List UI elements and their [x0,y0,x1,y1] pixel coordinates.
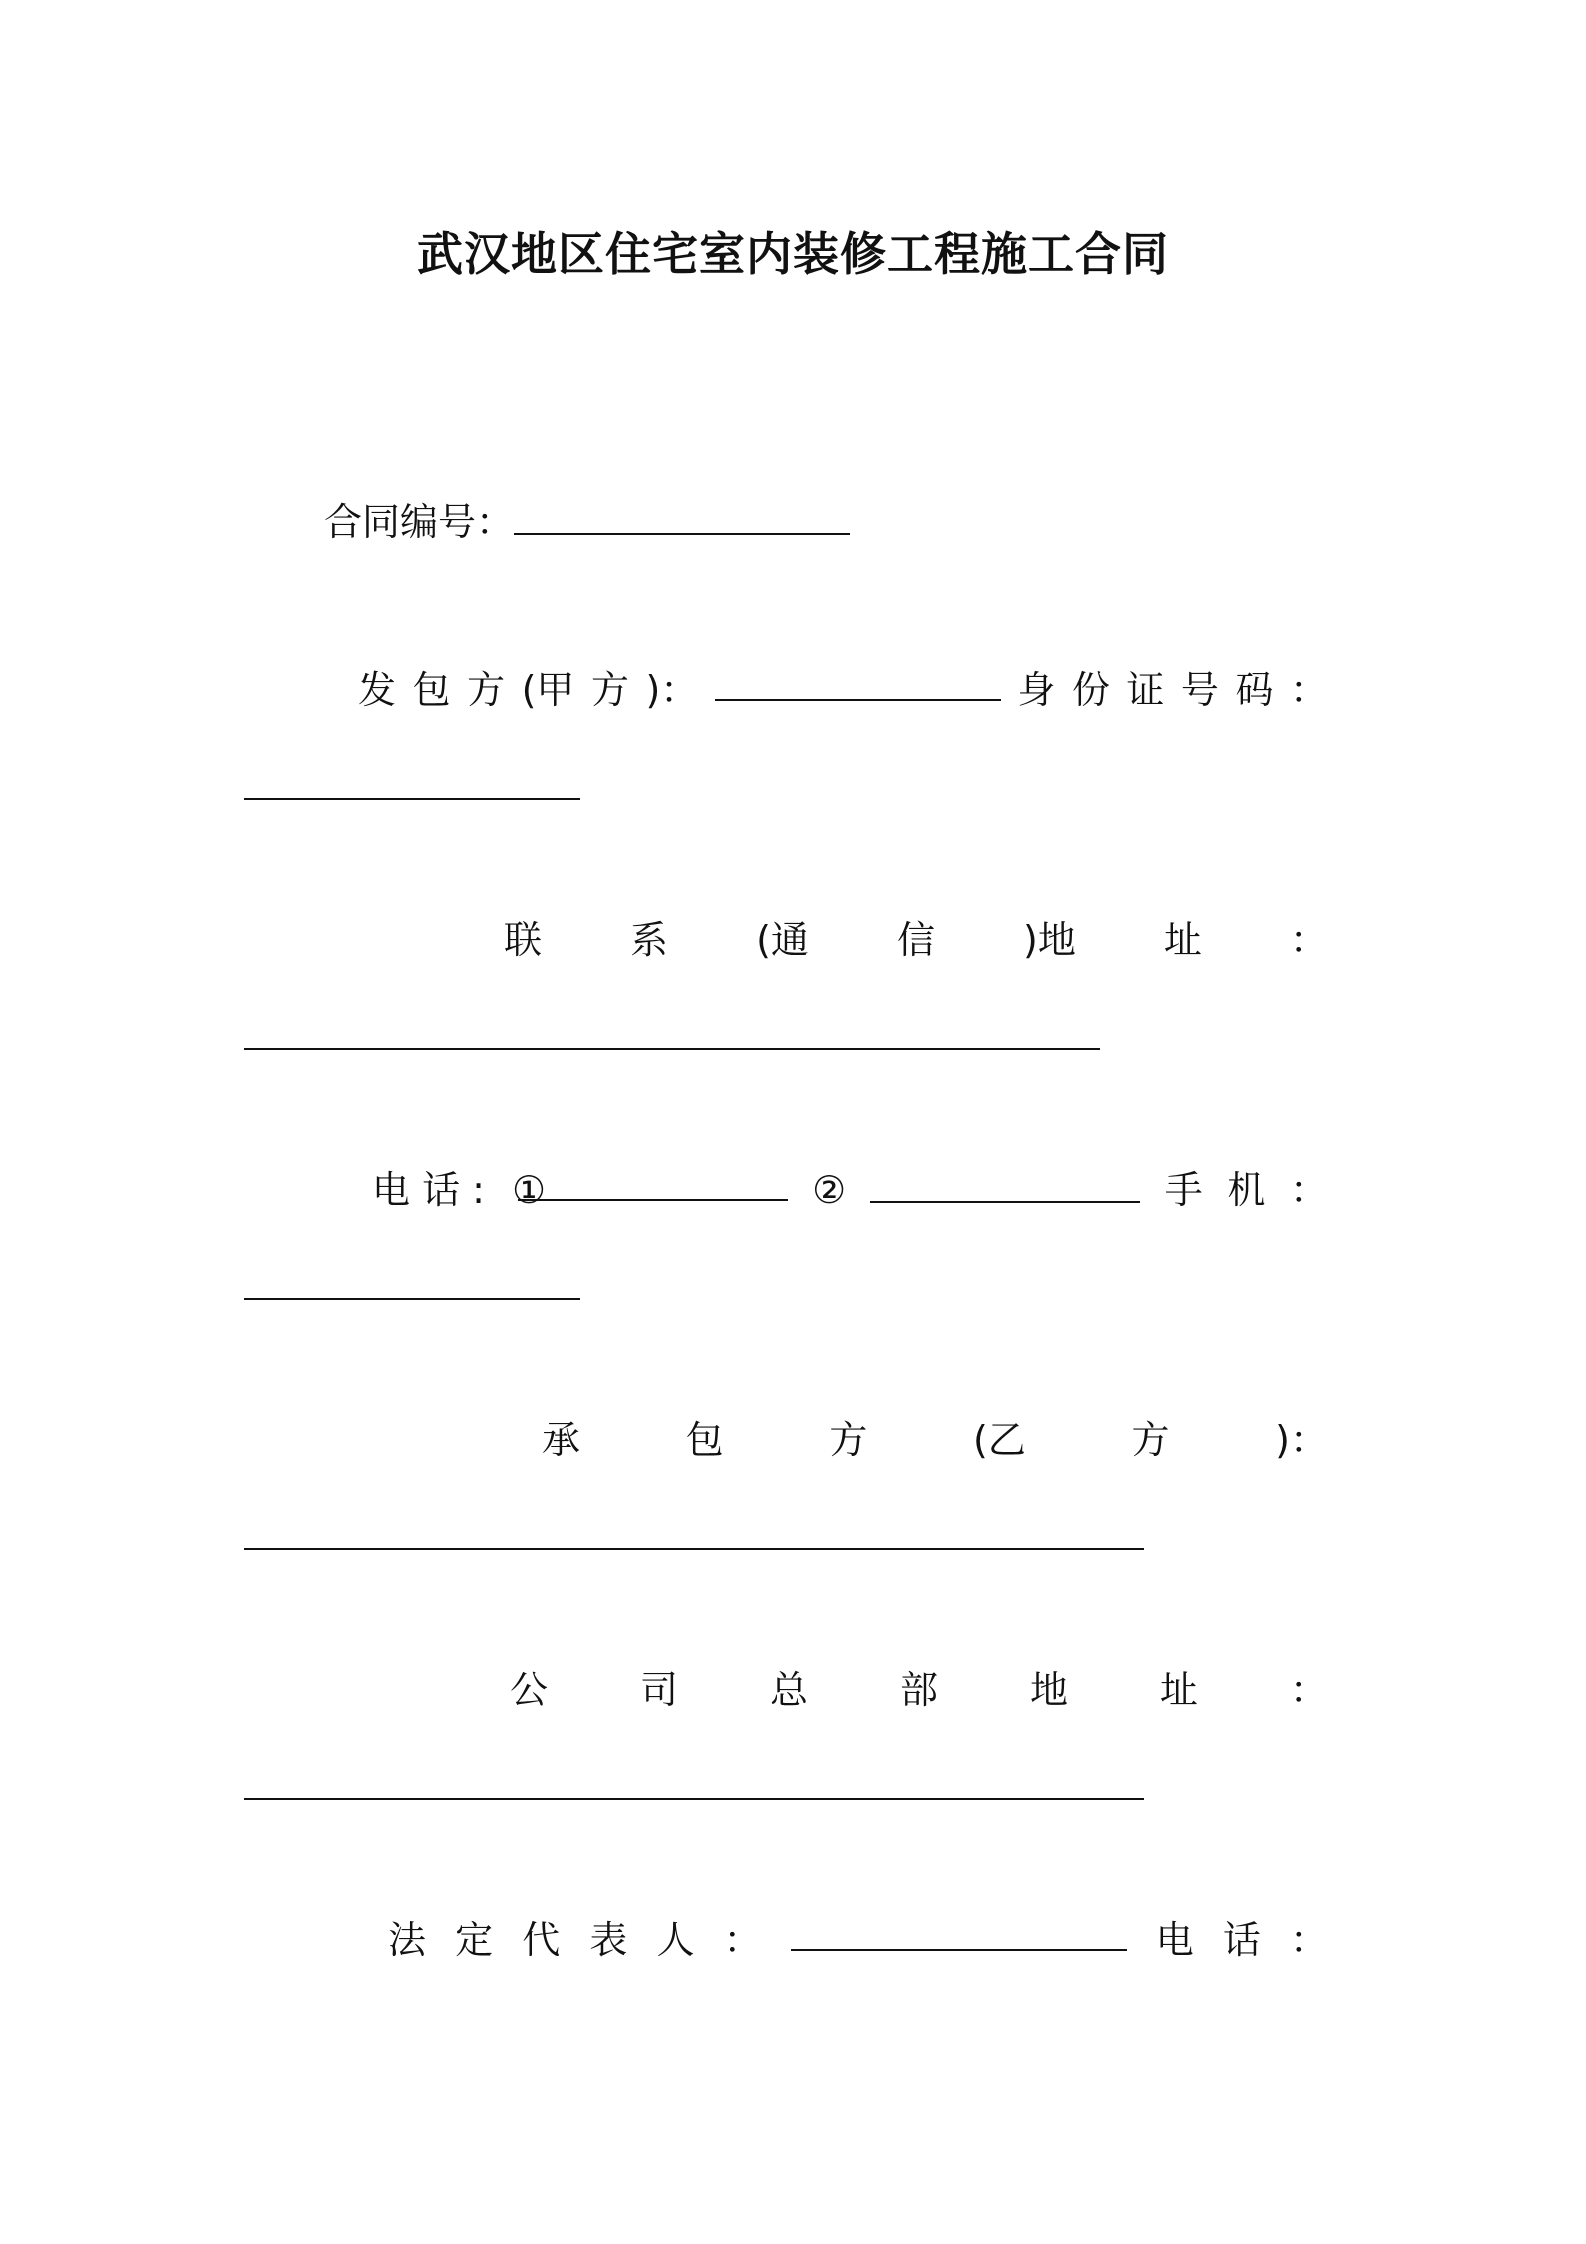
id-number-label-5: ： [1289,668,1328,712]
legal-rep-phone-label-0: 电 [1155,1918,1194,1962]
party-b-label-1: 包 [685,1418,724,1462]
legal-rep-label-5: ： [723,1918,762,1962]
company-hq-blank[interactable] [244,1798,1144,1800]
contact-address-label-2: (通 [756,918,809,962]
contact-address-blank[interactable] [244,1048,1100,1050]
company-hq-label-2: 总 [769,1668,808,1712]
document-title: 武汉地区住宅室内装修工程施工合同 [417,227,1169,281]
party-b-label-5: )： [1275,1418,1328,1462]
party-a-label-5: )： [645,668,699,712]
party-b-blank[interactable] [244,1548,1144,1550]
company-hq-row [510,1665,1328,1715]
party-a-row [358,665,1328,715]
legal-rep-phone-label-2: ： [1289,1918,1328,1962]
party-b-row [542,1415,1328,1465]
legal-rep-label-1: 定 [455,1918,494,1962]
party-a-label-4: 方 [590,668,629,712]
legal-rep-label-0: 法 [388,1918,427,1962]
id-number-label-0: 身 [1017,668,1056,712]
contact-address-label-4: )地 [1023,918,1076,962]
party-b-label-0: 承 [542,1418,581,1462]
company-hq-label-6: ： [1289,1668,1328,1712]
legal-rep-label-4: 人 [656,1918,695,1962]
phone-1-blank[interactable] [518,1165,788,1201]
party-b-label-3: (乙 [973,1418,1026,1462]
company-hq-label-5: 址 [1159,1668,1198,1712]
party-b-label-2: 方 [829,1418,868,1462]
mobile-label-1: 机 [1227,1168,1266,1212]
contract-number-blank[interactable] [514,499,850,535]
party-a-label-3: (甲 [521,668,575,712]
contact-address-label-1: 系 [630,918,669,962]
legal-rep-label-3: 表 [589,1918,628,1962]
contact-address-label-5: 址 [1163,918,1202,962]
contact-address-label-6: ： [1289,918,1328,962]
phone-2-blank[interactable] [870,1167,1140,1203]
id-number-label-2: 证 [1126,668,1165,712]
contact-address-label-3: 信 [896,918,935,962]
id-number-label-1: 份 [1071,668,1110,712]
party-b-label-4: 方 [1131,1418,1170,1462]
mobile-blank[interactable] [244,1298,580,1300]
mobile-label-2: ： [1289,1168,1328,1212]
id-number-label-3: 号 [1180,668,1219,712]
company-hq-label-4: 地 [1029,1668,1068,1712]
id-number-blank[interactable] [244,798,580,800]
party-a-label-2: 方 [467,668,506,712]
party-a-label-1: 包 [412,668,451,712]
legal-rep-row [388,1915,1328,1965]
legal-rep-label-2: 代 [522,1918,561,1962]
mobile-label-0: 手 [1164,1168,1203,1212]
company-hq-label-0: 公 [510,1668,549,1712]
contact-address-row [504,915,1328,965]
legal-rep-phone-label-1: 话 [1222,1918,1261,1962]
company-hq-label-1: 司 [639,1668,678,1712]
phone-2-marker: ② [812,1168,847,1212]
company-hq-label-3: 部 [899,1668,938,1712]
phone-1-marker: ① [512,1168,547,1212]
party-a-label-0: 发 [358,668,397,712]
contract-number-row [324,497,850,547]
party-a-name-blank[interactable] [715,665,1001,701]
legal-rep-blank[interactable] [791,1915,1127,1951]
contact-address-label-0: 联 [504,918,543,962]
contract-number-label: 合同编号： [324,500,515,544]
phone-label: 电 话 : [372,1168,485,1212]
id-number-label-4: 码 [1235,668,1274,712]
